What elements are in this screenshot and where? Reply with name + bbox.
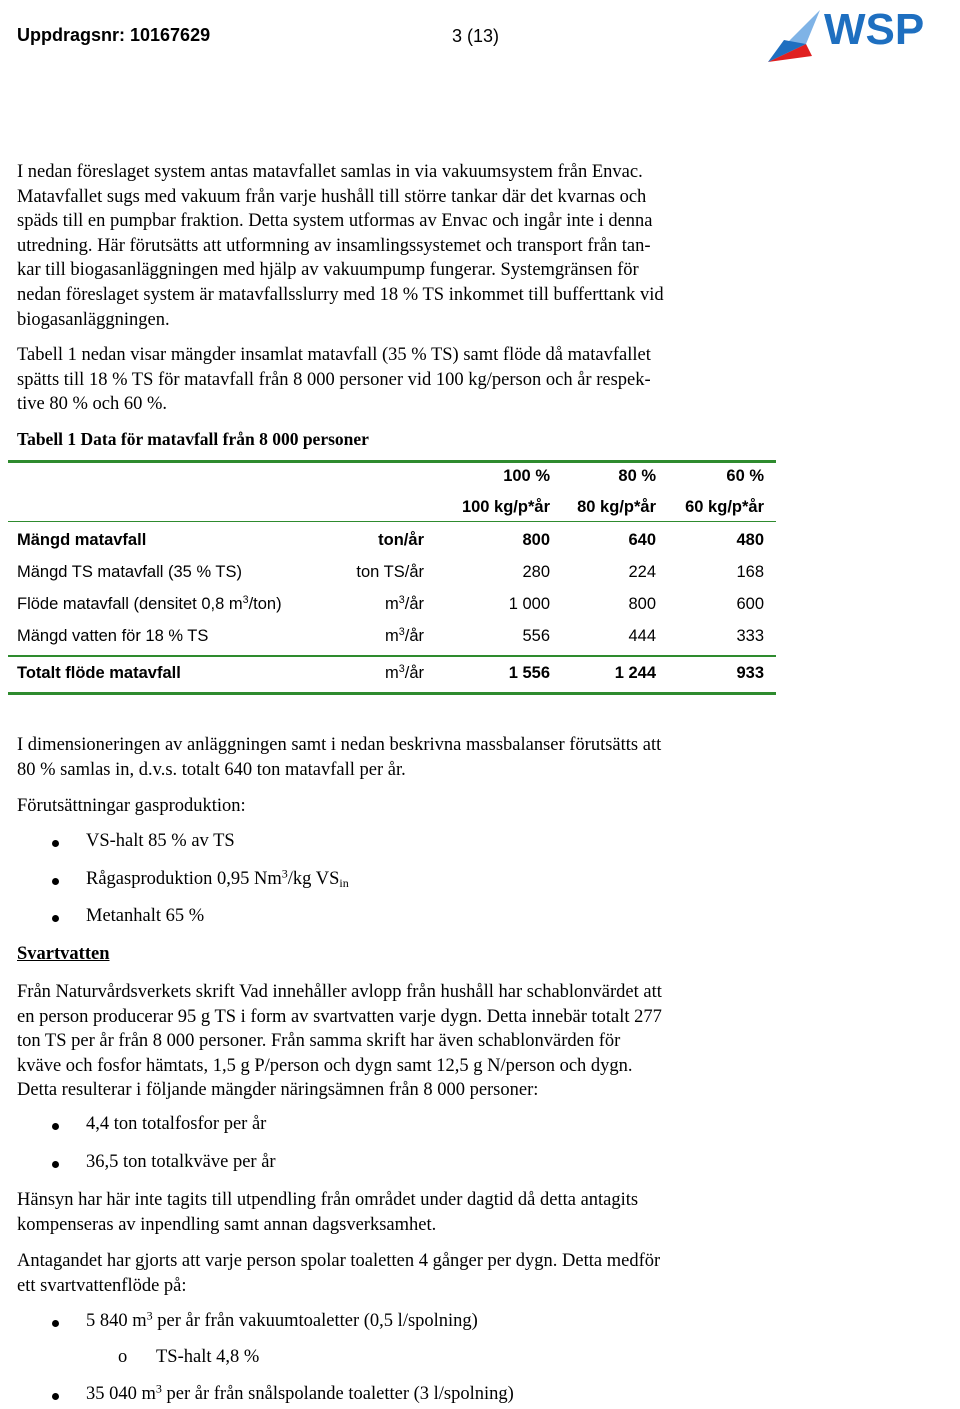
row-unit: ton/år <box>378 531 424 549</box>
bullet-icon <box>52 915 59 922</box>
row-label: Mängd TS matavfall (35 % TS) <box>17 563 242 581</box>
table-caption: Tabell 1 Data för matavfall från 8 000 personer <box>17 429 369 449</box>
total-label: Totalt flöde matavfall <box>17 664 181 682</box>
row-value: 556 <box>522 627 550 645</box>
svartvatten-heading: Svartvatten <box>17 944 110 964</box>
header-pct-100: 100 % <box>503 467 550 485</box>
row-value: 224 <box>628 563 656 581</box>
row-unit: $m^3/år$ <box>385 626 424 645</box>
sub-bullet-icon: o <box>118 1347 128 1367</box>
antagande-paragraph: Antagandet har gjorts att varje person spolar toaletten 4 gånger per dygn. Detta medför ett svartvattenflöde på: <box>17 1251 661 1296</box>
row-value: 480 <box>736 531 764 549</box>
page-number: 3 (13) <box>452 26 500 46</box>
row-value: 600 <box>736 595 764 613</box>
bullet-icon <box>52 1161 59 1168</box>
table-top-rule <box>8 460 776 463</box>
logo-text: WSP <box>824 5 925 54</box>
list-item: 35 040 $m^3$ per år från snålspolande toaletter (3 l/spolning) <box>86 1381 514 1404</box>
row-value: 800 <box>628 595 656 613</box>
table-intro-paragraph: Tabell 1 nedan visar mängder insamlat matavfall (35 % TS) samt flöde då matavfallet spätts till 18 % TS för matavfall från 8 000 personer vid 100 kg/person och år respek- tive 80 % och 60 %. <box>17 345 651 415</box>
list-subitem: TS-halt 4,8 % <box>156 1347 260 1367</box>
hansyn-paragraph: Hänsyn har här inte tagits till utpendling från området under dagtid då detta antagits kompenseras av inpendling samt annan dagsverksamhet. <box>17 1190 639 1235</box>
row-value: 168 <box>736 563 764 581</box>
row-value: 1 000 <box>508 595 550 613</box>
table-total-rule <box>8 655 776 657</box>
row-value: 280 <box>522 563 550 581</box>
header-pct-80: 80 % <box>618 467 656 485</box>
assignment-number: Uppdragsnr: 10167629 <box>17 25 211 45</box>
bullet-icon <box>52 1123 59 1130</box>
row-value: 800 <box>522 531 550 549</box>
total-value: 933 <box>736 664 764 682</box>
bullet-icon <box>52 1320 59 1327</box>
table-header-rule <box>8 521 776 522</box>
row-label: Mängd vatten för 18 % TS <box>17 627 209 645</box>
row-value: 640 <box>628 531 656 549</box>
list-item: 36,5 ton totalkväve per år <box>86 1152 276 1172</box>
header-pct-60: 60 % <box>726 467 764 485</box>
list-item: VS-halt 85 % av TS <box>86 831 235 851</box>
bullet-icon <box>52 878 59 885</box>
row-label: Mängd matavfall <box>17 531 147 549</box>
row-unit: ton TS/år <box>356 563 424 581</box>
list-item: Metanhalt 65 % <box>86 906 205 926</box>
total-value: 1 244 <box>614 664 656 682</box>
list-item: 4,4 ton totalfosfor per år <box>86 1114 267 1134</box>
header-kg-80: 80 kg/p*år <box>577 498 656 516</box>
header-kg-100: 100 kg/p*år <box>461 498 550 516</box>
total-unit: $m^3/år$ <box>385 663 424 682</box>
wsp-logo <box>762 0 960 64</box>
total-value: 1 556 <box>508 664 550 682</box>
gas-heading: Förutsättningar gasproduktion: <box>17 796 246 816</box>
row-label: Flöde matavfall (densitet 0,8 $m^3/ton$) <box>17 594 282 613</box>
intro-paragraph: I nedan föreslaget system antas matavfallet samlas in via vakuumsystem från Envac. Matavfallet sugs med vakuum från varje hushåll till större tankar där det kvarnas och späds till en pumpbar fraktion. Detta system utformas av Envac och ingår inte i denna utredning. Här förutsätts att utformning av insamlingssystemet och transport från tan- kar till biogasanläggningen med hjälp av vakuumpump fungerar. Systemgränsen för nedan föreslaget system är matavfallsslurry med 18 % TS inkommet till bufferttank vid biogasanläggningen. <box>17 162 664 330</box>
list-item: 5 840 $m^3$ per år från vakuumtoaletter (0,5 l/spolning) <box>86 1308 478 1331</box>
row-value: 333 <box>736 627 764 645</box>
dimension-paragraph: I dimensioneringen av anläggningen samt i nedan beskrivna massbalanser förutsätts att 80 % samlas in, d.v.s. totalt 640 ton matavfall per år. <box>17 735 662 780</box>
bullet-icon <box>52 840 59 847</box>
row-unit: $m^3/år$ <box>385 594 424 613</box>
header-kg-60: 60 kg/p*år <box>685 498 764 516</box>
table-bottom-rule <box>8 692 776 695</box>
list-item: Rågasproduktion 0,95 Nm$^3$/kg $VS_{in}$ <box>86 866 349 890</box>
row-value: 444 <box>628 627 656 645</box>
svartvatten-paragraph: Från Naturvårdsverkets skrift Vad innehåller avlopp från hushåll har schablonvärdet att en person producerar 95 g TS i form av svartvatten varje dygn. Detta innebär totalt 277 ton TS per år från 8 000 personer. Från samma skrift har även schablonvärden för kväve och fosfor hämtats, 1,5 g P/person och dygn samt 12,5 g N/person och dygn. Detta resulterar i följande mängder näringsämnen från 8 000 personer: <box>17 982 662 1101</box>
bullet-icon <box>52 1393 59 1400</box>
